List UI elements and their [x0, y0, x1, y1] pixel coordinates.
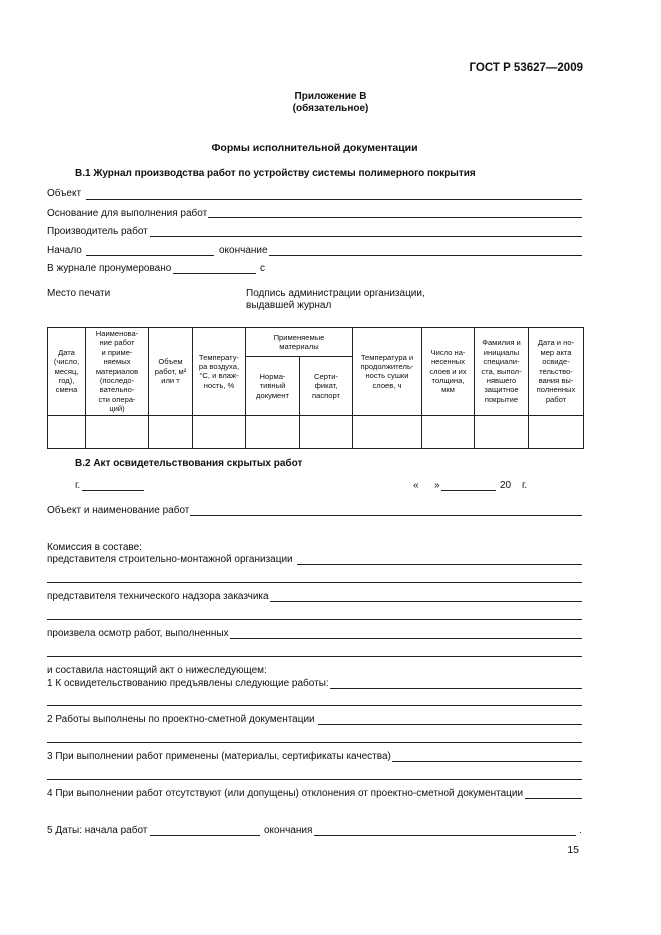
month-line[interactable]: [441, 490, 496, 491]
header-text-line: Температура и: [360, 352, 414, 362]
table-cell[interactable]: [422, 415, 475, 448]
page-number: 15: [567, 844, 579, 856]
object-name-label: Объект и наименование работ: [47, 505, 190, 516]
header-text-line: фикат,: [314, 381, 338, 391]
inspected-line-2[interactable]: [47, 656, 582, 657]
header-text-line: Фамилия и: [482, 338, 521, 348]
object-name-line[interactable]: [190, 515, 582, 516]
header-text-line: Серти-: [313, 371, 338, 381]
item5-end-line[interactable]: [314, 835, 576, 836]
section2-heading: В.2 Акт освидетельствования скрытых работ: [75, 458, 303, 469]
rep-contractor-label: представителя строительно-монтажной организации: [47, 554, 293, 565]
rep-supervision-label: представителя технического надзора заказчика: [47, 591, 269, 602]
header-text-line: тельство-: [539, 366, 573, 376]
header-text-line: полненных: [536, 385, 576, 395]
header-text-line: Температу-: [198, 352, 240, 362]
item3-label: 3 При выполнении работ применены (материалы, сертификаты качества): [47, 751, 391, 762]
col-specialist-header: [475, 328, 529, 416]
item5-dot: .: [579, 825, 582, 836]
header-text-line: покрытие: [484, 394, 519, 404]
header-text-line: ность сушки: [365, 371, 409, 381]
col-materials-header: [246, 328, 353, 357]
col-temperature-header: [193, 328, 246, 416]
header-text-line: сти опера-: [98, 394, 136, 404]
table-cell[interactable]: [48, 415, 86, 448]
item2-line-2[interactable]: [47, 742, 582, 743]
table-cell[interactable]: [149, 415, 193, 448]
item3-line-2[interactable]: [47, 779, 582, 780]
header-text-line: материалов: [95, 366, 139, 376]
end-line[interactable]: [269, 255, 582, 256]
header-text-line: Объем: [158, 357, 183, 367]
header-text-line: вания вы-: [538, 376, 574, 386]
col-works-header: [86, 328, 149, 416]
rep-supervision-line-2[interactable]: [47, 619, 582, 620]
start-line[interactable]: [86, 255, 214, 256]
header-text-line: слоев, ч: [372, 380, 402, 390]
pages-suffix: с: [260, 263, 265, 274]
producer-label: Производитель работ: [47, 226, 148, 237]
header-text-line: Дата: [58, 347, 75, 357]
col-norm-doc-header: [246, 357, 300, 415]
appendix-title: Приложение В: [294, 91, 367, 102]
commission-label: Комиссия в составе:: [47, 542, 142, 553]
item5-start-label: 5 Даты: начала работ: [47, 825, 148, 836]
item1-line[interactable]: [330, 688, 582, 689]
col-layers-header: [422, 328, 475, 416]
header-text-line: ций): [109, 404, 125, 414]
header-text-line: Наименова-: [95, 329, 139, 338]
header-text-line: слоев и их: [429, 366, 467, 376]
header-text-line: и приме-: [101, 347, 133, 357]
header-text-line: Применяемые: [273, 332, 325, 342]
section1-heading: В.1 Журнал производства работ по устройству системы полимерного покрытия: [75, 168, 476, 179]
header-text-line: освиде-: [542, 357, 570, 367]
col-certificate-header: [300, 357, 353, 415]
rep-contractor-line-2[interactable]: [47, 582, 582, 583]
header-text-line: год),: [58, 376, 75, 386]
header-text-line: ста, выпол-: [481, 366, 522, 376]
header-text-line: продолжитель-: [360, 361, 414, 371]
header-text-line: °С, и влаж-: [199, 371, 239, 381]
header-text-line: инициалы: [483, 347, 520, 357]
signature-line-2: выдавшей журнал: [246, 300, 332, 311]
header-text-line: материалы: [279, 342, 319, 352]
header-text-line: мер акта: [540, 347, 572, 357]
header-text-line: несенных: [430, 357, 466, 367]
header-text-line: смена: [55, 385, 78, 395]
item4-label: 4 При выполнении работ отсутствуют (или допущены) отклонения от проектно-сметной документации: [47, 788, 524, 799]
table-row: [48, 415, 584, 448]
table-cell[interactable]: [529, 415, 584, 448]
table-cell[interactable]: [300, 415, 353, 448]
year-suffix: г.: [522, 480, 528, 491]
item5-start-line[interactable]: [150, 835, 260, 836]
header-text-line: тивный: [259, 381, 286, 391]
header-text-line: няемых: [103, 357, 131, 367]
col-drying-header: [353, 328, 422, 416]
year-prefix: 20: [500, 480, 512, 491]
item1-label: 1 К освидетельствованию предъявлены следующие работы:: [47, 678, 329, 689]
rep-contractor-line[interactable]: [297, 564, 582, 565]
producer-line[interactable]: [150, 236, 582, 237]
table-cell[interactable]: [353, 415, 422, 448]
rep-supervision-line[interactable]: [270, 601, 582, 602]
header-text-line: (число,: [53, 357, 80, 367]
table-cell[interactable]: [86, 415, 149, 448]
object-line[interactable]: [86, 199, 582, 200]
col-act-header: [529, 328, 584, 416]
header-text-line: Дата и но-: [537, 338, 575, 348]
header-text-line: Норма-: [259, 371, 286, 381]
seal-label: Место печати: [47, 288, 111, 299]
header-text-line: (последо-: [99, 376, 135, 386]
start-label: Начало: [47, 245, 82, 256]
signature-line-1: Подпись администрации организации,: [246, 288, 425, 299]
table-cell[interactable]: [193, 415, 246, 448]
city-prefix: г.: [75, 480, 81, 491]
header-text-line: документ: [256, 390, 289, 400]
header-text-line: толщина,: [431, 376, 465, 386]
object-label: Объект: [47, 188, 82, 199]
city-line[interactable]: [82, 490, 144, 491]
act-intro: и составила настоящий акт о нижеследующем:: [47, 665, 267, 676]
header-text-line: паспорт: [311, 390, 340, 400]
header-text-line: работ: [545, 394, 567, 404]
header-text-line: мкм: [441, 385, 455, 395]
col-date-header: [48, 328, 86, 416]
header-text-line: вательно-: [99, 385, 135, 395]
journal-table: [47, 327, 584, 449]
date-open-quote: «: [413, 480, 419, 491]
item3-line[interactable]: [392, 761, 582, 762]
inspected-label: произвела осмотр работ, выполненных: [47, 628, 229, 639]
basis-line[interactable]: [208, 217, 582, 218]
col-volume-header: [149, 328, 193, 416]
header-text-line: нявшего: [486, 376, 517, 386]
table-cell[interactable]: [475, 415, 529, 448]
header-text-line: месяц,: [54, 366, 79, 376]
basis-label: Основание для выполнения работ: [47, 208, 208, 219]
header-text-line: ра воздуха,: [198, 361, 240, 371]
item1-line-2[interactable]: [47, 705, 582, 706]
item5-end-label: окончания: [264, 825, 313, 836]
main-title: Формы исполнительной документации: [211, 142, 418, 154]
header-text-line: Число на-: [430, 347, 466, 357]
item2-line[interactable]: [318, 724, 582, 725]
header-text-line: ность, %: [203, 380, 235, 390]
table-cell[interactable]: [246, 415, 300, 448]
end-label: окончание: [219, 245, 268, 256]
header-text-line: работ, м²: [154, 366, 187, 376]
appendix-subtitle: (обязательное): [292, 103, 369, 114]
header-text-line: защитное: [484, 385, 519, 395]
header-text-line: специали-: [483, 357, 520, 367]
item2-label: 2 Работы выполнены по проектно-сметной документации: [47, 714, 315, 725]
date-close-quote: »: [434, 480, 440, 491]
numbered-label: В журнале пронумеровано: [47, 263, 172, 274]
pages-line[interactable]: [173, 273, 256, 274]
header-text-line: или т: [161, 376, 180, 386]
header-text-line: ние работ: [99, 338, 135, 348]
item4-line[interactable]: [525, 798, 582, 799]
standard-number: ГОСТ Р 53627—2009: [469, 62, 583, 74]
inspected-line[interactable]: [230, 638, 582, 639]
